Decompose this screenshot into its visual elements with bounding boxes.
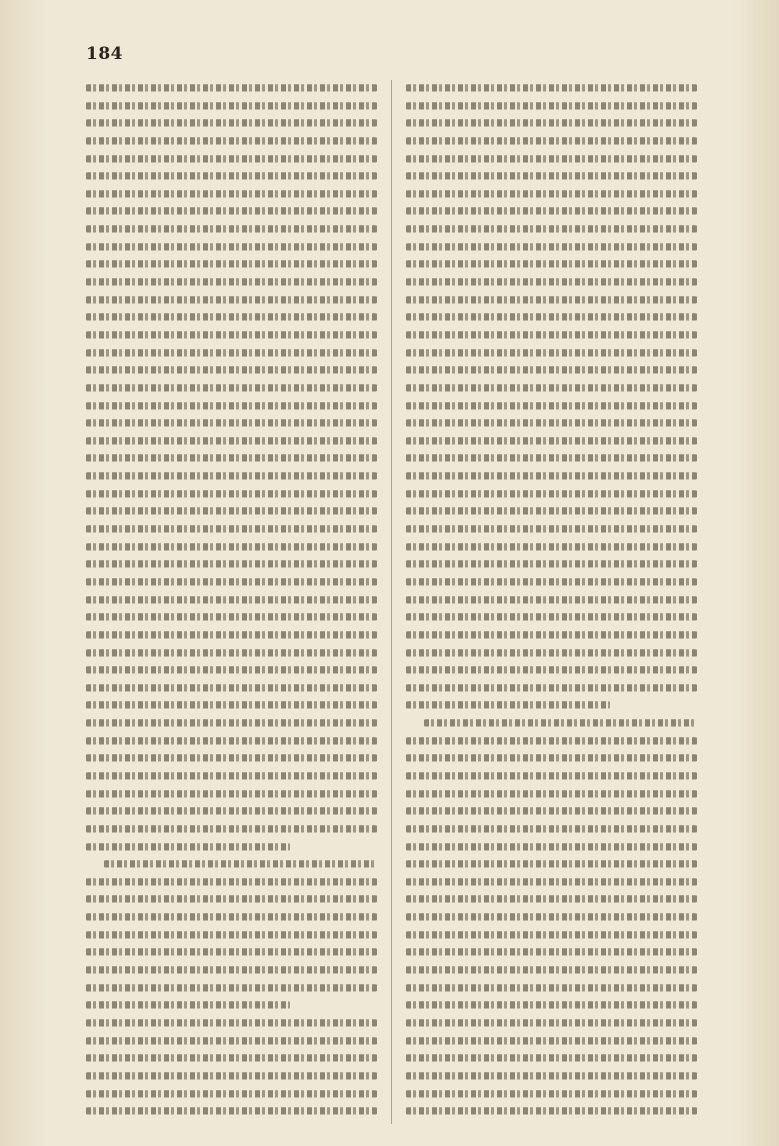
text-line bbox=[86, 825, 377, 832]
text-line bbox=[86, 790, 377, 797]
text-line bbox=[86, 84, 377, 91]
text-line bbox=[406, 878, 697, 885]
text-line bbox=[406, 1072, 697, 1079]
text-line bbox=[86, 1037, 377, 1044]
text-line bbox=[86, 455, 377, 462]
text-line bbox=[406, 508, 697, 515]
text-line bbox=[406, 172, 697, 179]
text-line bbox=[406, 1107, 697, 1114]
text-line bbox=[86, 966, 377, 973]
text-line bbox=[86, 367, 377, 374]
text-line bbox=[406, 208, 697, 215]
text-line bbox=[86, 931, 377, 938]
text-line bbox=[86, 172, 377, 179]
text-line bbox=[406, 278, 697, 285]
text-line bbox=[406, 755, 697, 762]
text-line bbox=[406, 419, 697, 426]
text-line bbox=[406, 649, 697, 656]
text-line bbox=[86, 543, 377, 550]
text-line bbox=[86, 137, 377, 144]
text-line bbox=[86, 190, 377, 197]
text-line bbox=[406, 120, 697, 127]
text-line bbox=[406, 137, 697, 144]
text-line bbox=[86, 120, 377, 127]
text-line bbox=[406, 631, 697, 638]
text-line bbox=[86, 1072, 377, 1079]
text-line bbox=[86, 755, 377, 762]
text-line bbox=[86, 296, 377, 303]
text-line bbox=[406, 913, 697, 920]
text-line bbox=[406, 455, 697, 462]
text-line bbox=[86, 913, 377, 920]
text-line bbox=[406, 614, 697, 621]
text-line bbox=[86, 896, 377, 903]
text-line bbox=[86, 314, 377, 321]
text-line bbox=[86, 261, 377, 268]
text-line bbox=[406, 896, 697, 903]
text-line bbox=[86, 772, 377, 779]
text-line bbox=[406, 243, 697, 250]
text-line bbox=[86, 437, 377, 444]
text-line bbox=[406, 437, 697, 444]
text-line bbox=[406, 931, 697, 938]
text-line bbox=[86, 508, 377, 515]
text-line bbox=[406, 1055, 697, 1062]
text-line bbox=[86, 878, 377, 885]
text-line bbox=[406, 1090, 697, 1097]
text-line bbox=[86, 949, 377, 956]
text-line bbox=[104, 860, 377, 867]
text-line bbox=[406, 367, 697, 374]
text-line bbox=[86, 1019, 377, 1026]
left-text-column bbox=[86, 80, 377, 1124]
text-line bbox=[86, 102, 377, 109]
text-line bbox=[86, 666, 377, 673]
text-line bbox=[406, 825, 697, 832]
text-line bbox=[86, 684, 377, 691]
text-line bbox=[86, 384, 377, 391]
text-line bbox=[406, 102, 697, 109]
page-number: 184 bbox=[86, 44, 123, 64]
text-line bbox=[86, 984, 377, 991]
text-line bbox=[406, 384, 697, 391]
text-line bbox=[406, 684, 697, 691]
text-line bbox=[406, 561, 697, 568]
text-line bbox=[406, 402, 697, 409]
text-line bbox=[86, 737, 377, 744]
text-line bbox=[86, 349, 377, 356]
text-line bbox=[86, 225, 377, 232]
text-line bbox=[406, 860, 697, 867]
text-line bbox=[406, 314, 697, 321]
text-line bbox=[86, 596, 377, 603]
text-line bbox=[86, 1107, 377, 1114]
text-line bbox=[86, 808, 377, 815]
text-line bbox=[86, 843, 290, 850]
text-line bbox=[406, 525, 697, 532]
text-line bbox=[406, 472, 697, 479]
text-line bbox=[406, 543, 697, 550]
text-line bbox=[86, 702, 377, 709]
text-line bbox=[86, 155, 377, 162]
text-line bbox=[406, 190, 697, 197]
text-line bbox=[86, 278, 377, 285]
text-line bbox=[406, 155, 697, 162]
page-header bbox=[86, 44, 699, 68]
right-text-column bbox=[406, 80, 697, 1124]
text-line bbox=[406, 790, 697, 797]
text-line bbox=[86, 490, 377, 497]
text-line bbox=[86, 561, 377, 568]
text-line bbox=[86, 1002, 290, 1009]
two-column-body bbox=[86, 80, 697, 1124]
text-line bbox=[406, 261, 697, 268]
text-line bbox=[406, 331, 697, 338]
text-line bbox=[86, 331, 377, 338]
text-line bbox=[406, 578, 697, 585]
text-line bbox=[406, 1037, 697, 1044]
text-line bbox=[86, 1090, 377, 1097]
text-line bbox=[86, 208, 377, 215]
text-line bbox=[406, 596, 697, 603]
text-line bbox=[406, 296, 697, 303]
text-line bbox=[406, 84, 697, 91]
text-line bbox=[86, 525, 377, 532]
text-line bbox=[406, 666, 697, 673]
text-line bbox=[406, 1019, 697, 1026]
column-divider bbox=[391, 80, 392, 1124]
text-line bbox=[86, 402, 377, 409]
text-line bbox=[86, 631, 377, 638]
text-line bbox=[86, 649, 377, 656]
text-line bbox=[424, 719, 697, 726]
text-line bbox=[406, 490, 697, 497]
text-line bbox=[406, 808, 697, 815]
text-line bbox=[406, 349, 697, 356]
text-line bbox=[406, 225, 697, 232]
text-line bbox=[406, 984, 697, 991]
text-line bbox=[406, 1002, 697, 1009]
text-line bbox=[406, 737, 697, 744]
text-line bbox=[86, 719, 377, 726]
text-line bbox=[86, 1055, 377, 1062]
text-line bbox=[406, 843, 697, 850]
text-line bbox=[86, 614, 377, 621]
text-line bbox=[406, 949, 697, 956]
text-line bbox=[86, 243, 377, 250]
text-line bbox=[406, 966, 697, 973]
text-line bbox=[86, 472, 377, 479]
text-line bbox=[86, 419, 377, 426]
text-line bbox=[86, 578, 377, 585]
text-line bbox=[406, 702, 610, 709]
text-line bbox=[406, 772, 697, 779]
